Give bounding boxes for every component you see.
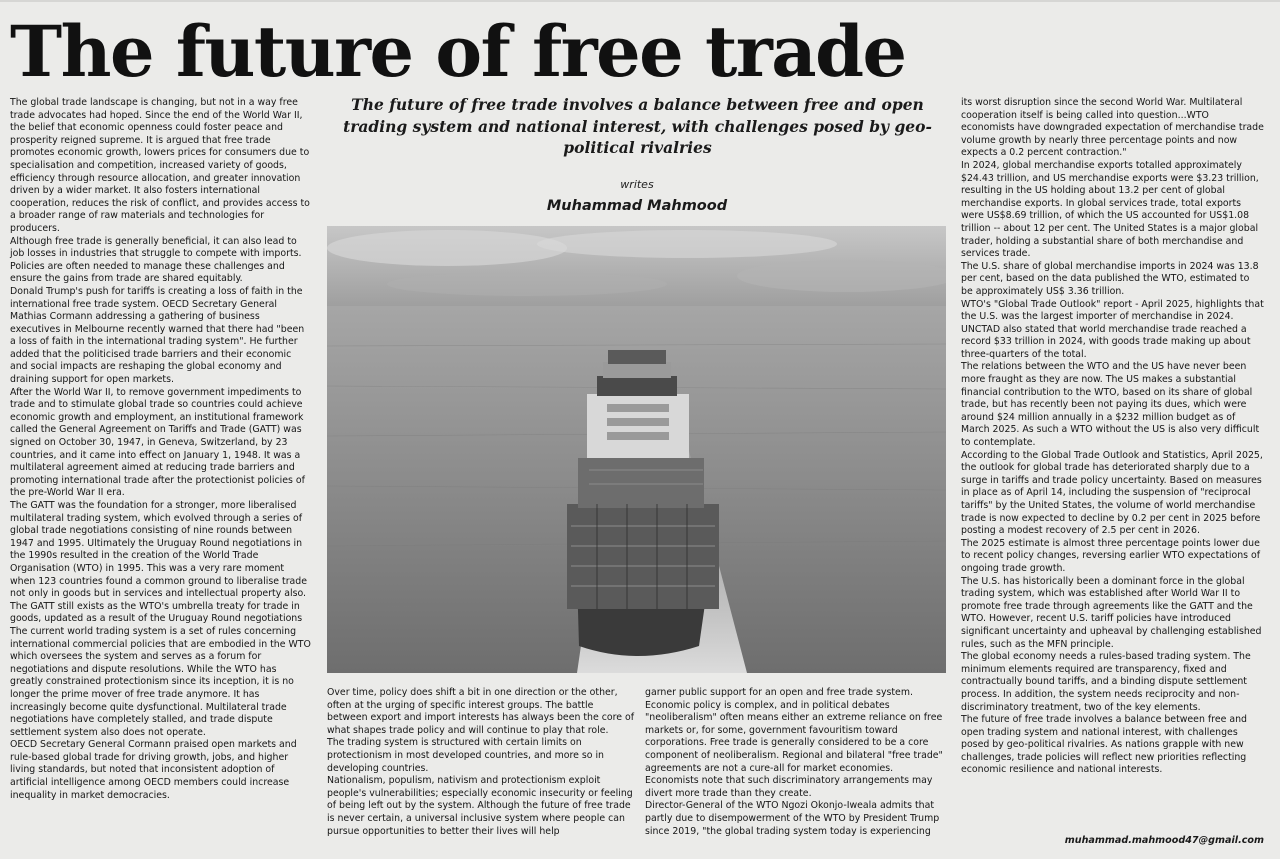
paragraph: The current world trading system is a set of rules concerning international commercial policies that are embodied in the WTO which oversees the system and serves as a forum for negotiations and dispute resolutions. While the WTO has greatly constrained protectionism since its inception, it is no longer the prime mover of free trade anymore. It has increasingly become quite dysfunctional. Multilateral trade negotiations have completely stalled, and trade dispute settlement system also does not operate.	[10, 625, 311, 738]
container-ship-photo	[327, 226, 946, 673]
author-email: muhammad.mahmood47@gmail.com	[1064, 835, 1264, 846]
paragraph: Director-General of the WTO Ngozi Okonjo-Iweala admits that partly due to disempowerment of the WTO by President Trump since 2019, "the global trading system today is experiencing	[645, 800, 940, 837]
paragraph: After the World War II, to remove government impediments to trade and to stimulate global trade so countries could achieve economic growth and employment, an institutional framework called the General Agreement on Tariffs and Trade (GATT) was signed on October 30, 1947, in Geneva, Switzerland, by 23 countries, and it came into effect on January 1, 1948. It was a multilateral agreement aimed at reducing trade barriers and promoting international trade after the protectionist policies of the pre-World War II era.	[10, 386, 305, 499]
article-column-3	[645, 687, 947, 838]
paragraph: The U.S. has historically been a dominant force in the global trading system, which was established after World War II to promote free trade through agreements like the GATT and the WTO. However, recent U.S. tariff policies have introduced significant uncertainty and upheaval by challenging established rules, such as the MFN principle.	[961, 575, 1262, 650]
paragraph: Nationalism, populism, nativism and protectionism exploit people's vulnerabilities; especially economic insecurity or feeling of being left out by the system. Although the future of free trade is never certain, a universal inclusive system where people can pursue opportunities to better their lives will help	[327, 775, 633, 837]
paragraph: The relations between the WTO and the US have never been more fraught as they are now. The US makes a substantial financial contribution to the WTO, based on its share of global trade, but has recently been not paying its dues, which were around $24 million annually in a $232 million budget as of March 2025. As such a WTO without the US is also very difficult to contemplate.	[961, 361, 1260, 449]
paragraph: Over time, policy does shift a bit in one direction or the other, often at the urging of specific interest groups. The battle between export and import interests has always been the core of what shapes trade policy and will continue to play that role.	[327, 687, 635, 736]
headline: The future of free trade	[10, 10, 906, 93]
paragraph: The GATT still exists as the WTO's umbrella treaty for trade in goods, updated as a result of the Uruguay Round negotiations	[10, 600, 303, 625]
paragraph: According to the Global Trade Outlook and Statistics, April 2025, the outlook for global trade has deteriorated sharply due to a surge in tariffs and trade policy uncertainty. Based on measures in place as of April 14, including the suspension of "reciprocal tariffs" by the United States, the volume of world merchandise trade is now expected to decline by 0.2 per cent in 2025 before posting a modest recovery of 2.5 per cent in 2026.	[961, 449, 1263, 537]
paragraph: garner public support for an open and free trade system.	[645, 687, 913, 698]
paragraph: The global trade landscape is changing, but not in a way free trade advocates had hoped. Since the end of the World War II, the belief that economic openness could foster peace and prosperity reigned supreme. It is argued that free trade promotes economic growth, lowers prices for consumers due to specialisation and competition, increased variety of goods, efficiency through resource allocation, and greater innovation driven by a wider market. It also fosters international cooperation, reduces the risk of conflict, and provides access to a broader range of raw materials and technologies for producers.	[10, 97, 310, 234]
paragraph: WTO's "Global Trade Outlook" report - April 2025, highlights that the U.S. was the largest importer of merchandise in 2024. UNCTAD also stated that world merchandise trade reached a record $33 trillion in 2024, with goods trade making up about three-quarters of the total.	[961, 298, 1264, 360]
photo-illustration	[327, 226, 946, 673]
paragraph: The global economy needs a rules-based trading system. The minimum elements required are transparency, fixed and contractually bound tariffs, and a binding dispute settlement process. In addition, the system needs reciprocity and non-discriminatory treatment, two of the key elements.	[961, 651, 1251, 713]
writes-label: writes	[620, 178, 654, 191]
paragraph: The trading system is structured with certain limits on protectionism in most developed countries, and more so in developing countries.	[327, 737, 605, 774]
paragraph: In 2024, global merchandise exports totalled approximately $24.43 trillion, and US merchandise exports were $3.23 trillion, resulting in the US holding about 13.2 per cent of global merchandise exports. In global services trade, total exports were US$8.69 trillion, of which the US accounted for US$1.08 trillion -- about 12 per cent. The United States is a major global trader, holding a substantial share of both merchandise and services trade.	[961, 159, 1259, 260]
paragraph: Economic policy is complex, and in political debates "neoliberalism" often means either an extreme reliance on free markets or, for some, government favouritism toward corporations. Free trade is generally considered to be a core component of neoliberalism. Regional and bilateral "free trade" agreements are not a cure-all for market economies. Economists note that such discriminatory arrangements may divert more trade than they create.	[645, 699, 943, 799]
standfirst: The future of free trade involves a balance between free and open trading system and national interest, with challenges posed by geo-political rivalries	[343, 95, 932, 157]
paragraph: Although free trade is generally beneficial, it can also lead to job losses in industries that struggle to compete with imports. Policies are often needed to manage these challenges and ensure the gains from trade are shared equitably.	[10, 235, 302, 285]
author-byline: Muhammad Mahmood	[546, 198, 728, 214]
top-rule	[0, 0, 1280, 2]
paragraph: The 2025 estimate is almost three percentage points lower due to recent policy changes, reversing earlier WTO expectations of ongoing trade growth.	[961, 537, 1261, 574]
paragraph: its worst disruption since the second World War. Multilateral cooperation itself is being called into question...WTO economists have downgraded expectation of merchandise trade volume growth by nearly three percentage points and now expects a 0.2 percent contraction."	[961, 97, 1264, 159]
article-column-2	[327, 687, 635, 838]
article-column-4	[961, 97, 1264, 777]
paragraph: The U.S. share of global merchandise imports in 2024 was 13.8 per cent, based on the data published the WTO, estimated to be approximately US$ 3.36 trillion.	[961, 260, 1259, 297]
article-column-1	[10, 97, 311, 802]
paragraph: The GATT was the foundation for a stronger, more liberalised multilateral trading system, which evolved through a series of global trade negotiations consisting of nine rounds between 1947 and 1995. Ultimately the Uruguay Round negotiations in the 1990s resulted in the creation of the World Trade Organisation (WTO) in 1995. This was a very rare moment when 123 countries found a common ground to liberalise trade not only in goods but in services and intellectual property also.	[10, 500, 308, 600]
paragraph: Donald Trump's push for tariffs is creating a loss of faith in the international free trade system. OECD Secretary General Mathias Cormann addressing a gathering of business executives in Melbourne recently warned that there had "been a loss of faith in the international trading system". He further added that the politicised trade barriers and their economic and social impacts are reshaping the global economy and draining support for open markets.	[10, 285, 305, 386]
paragraph: The future of free trade involves a balance between free and open trading system and national interest, with challenges posed by geo-political rivalries. As nations grapple with new challenges, trade policies will reflect new priorities reflecting economic resilience and national interests.	[961, 714, 1247, 776]
paragraph: OECD Secretary General Cormann praised open markets and rule-based global trade for driving growth, jobs, and higher living standards, but noted that inconsistent adoption of artificial intelligence among OECD members could increase inequality in market democracies.	[10, 739, 297, 801]
